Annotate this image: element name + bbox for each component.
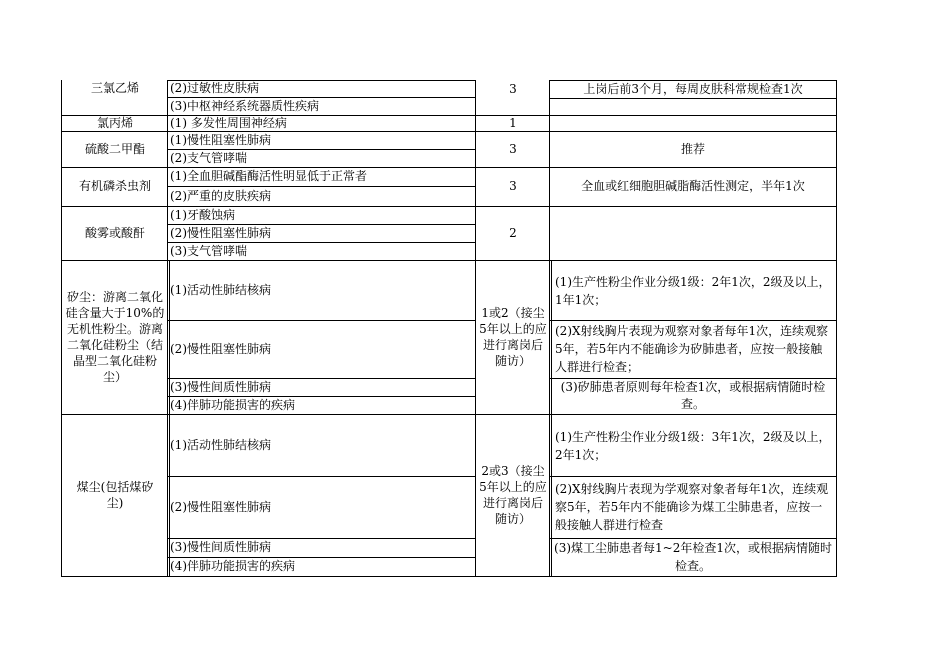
period-cell: 3	[509, 179, 517, 193]
grid-line	[836, 80, 837, 576]
grid-line	[549, 378, 837, 379]
condition-cell: (2)慢性阻塞性肺病	[170, 341, 271, 356]
grid-line	[167, 378, 476, 379]
condition-cell: (2)支气管哮喘	[170, 150, 247, 165]
agent-cell: 三氯乙烯	[90, 81, 139, 95]
condition-cell: (2)过敏性皮肤病	[170, 81, 259, 95]
grid-line	[549, 476, 837, 477]
grid-line	[61, 260, 837, 261]
agent-cell: 煤尘(包括煤矽尘)	[76, 480, 154, 510]
condition-cell: (3)支气管哮喘	[170, 243, 247, 258]
condition-cell: (2)慢性阻塞性肺病	[170, 499, 271, 514]
period-cell: 1或2（接尘5年以上的应进行离岗后随访）	[479, 306, 547, 368]
grid-line	[475, 80, 476, 576]
condition-cell: (1)活动性肺结核病	[170, 282, 271, 297]
note-cell: (2)X射线胸片表现为学观察对象者每年1次，连续观察5年，若5年内不能确诊为煤工尘肺患者，应按一般接触人群进行检查	[555, 482, 829, 532]
grid-line	[167, 538, 476, 539]
condition-cell: (4)伴肺功能损害的疾病	[170, 559, 295, 573]
condition-cell: (1)慢性阻塞性肺病	[170, 132, 271, 147]
agent-cell: 有机磷杀虫剂	[78, 179, 151, 193]
note-cell: 推荐	[680, 141, 705, 156]
grid-line	[167, 242, 476, 243]
grid-line	[61, 131, 837, 132]
note-cell: (1)生产性粉尘作业分级1级：3年1次，2级及以上，2年1次；	[555, 430, 831, 462]
grid-line	[167, 557, 476, 558]
condition-cell: (1) 多发性周围神经病	[170, 115, 287, 130]
grid-line	[167, 80, 476, 81]
period-cell: 2或3（接尘5年以上的应进行离岗后随访）	[479, 464, 547, 526]
condition-cell: (2)慢性阻塞性肺病	[170, 225, 271, 240]
period-cell: 1	[509, 115, 517, 130]
note-cell	[550, 115, 836, 131]
grid-line	[61, 115, 837, 116]
period-cell: 2	[509, 225, 517, 240]
grid-line	[167, 97, 476, 98]
grid-line	[61, 206, 837, 207]
grid-line	[61, 80, 62, 576]
agent-cell: 硫酸二甲酯	[84, 141, 145, 156]
condition-cell: (3)慢性间质性肺病	[170, 379, 271, 394]
grid-line	[549, 98, 837, 99]
grid-line	[61, 167, 837, 168]
condition-cell: (1)牙酸蚀病	[170, 207, 235, 222]
condition-cell: (4)伴肺功能损害的疾病	[170, 397, 295, 412]
grid-line	[167, 396, 476, 397]
note-cell: (2)X射线胸片表现为观察对象者每年1次，连续观察5年，若5年内不能确诊为矽肺患者，应按一般接触人群进行检查；	[555, 324, 829, 374]
condition-cell: (3)中枢神经系统器质性疾病	[170, 98, 319, 113]
note-cell: (3)矽肺患者原则每年检查1次，或根据病情随时检查。	[560, 380, 826, 411]
grid-line	[167, 149, 476, 150]
grid-line	[169, 260, 170, 576]
condition-cell: (2)严重的皮肤疾病	[170, 188, 271, 203]
grid-line	[549, 538, 837, 539]
grid-line	[549, 80, 550, 576]
grid-line	[167, 80, 168, 576]
condition-cell: (1)全血胆碱酯酶活性明显低于正常者	[170, 169, 367, 183]
agent-cell: 氯丙烯	[96, 115, 133, 130]
note-cell: 上岗后前3个月，每周皮肤科常规检查1次	[583, 81, 803, 96]
agent-cell: 矽尘：游离二氧化硅含量大于10%的无机性粉尘。游离二氧化硅粉尘（结晶型二氧化硅粉尘）	[65, 290, 165, 384]
agent-cell: 酸雾或酸酐	[84, 225, 145, 240]
grid-line	[167, 224, 476, 225]
grid-line	[167, 320, 476, 321]
grid-line	[549, 320, 837, 321]
note-cell: (3)煤工尘肺患者每1~2年检查1次，或根据病情随时检查。	[554, 541, 832, 573]
grid-line	[167, 476, 476, 477]
condition-cell: (3)慢性间质性肺病	[170, 540, 271, 554]
grid-line	[61, 576, 837, 577]
note-cell	[550, 206, 836, 260]
period-cell: 3	[509, 141, 517, 156]
grid-line	[167, 186, 476, 187]
note-cell: (1)生产性粉尘作业分级1级：2年1次，2级及以上，1年1次；	[555, 275, 831, 307]
note-cell: 全血或红细胞胆碱脂酶活性测定，半年1次	[581, 179, 805, 193]
condition-cell: (1)活动性肺结核病	[170, 437, 271, 452]
grid-line	[551, 260, 552, 576]
grid-line	[549, 80, 837, 81]
period-cell: 3	[509, 81, 517, 96]
grid-line	[61, 414, 837, 415]
